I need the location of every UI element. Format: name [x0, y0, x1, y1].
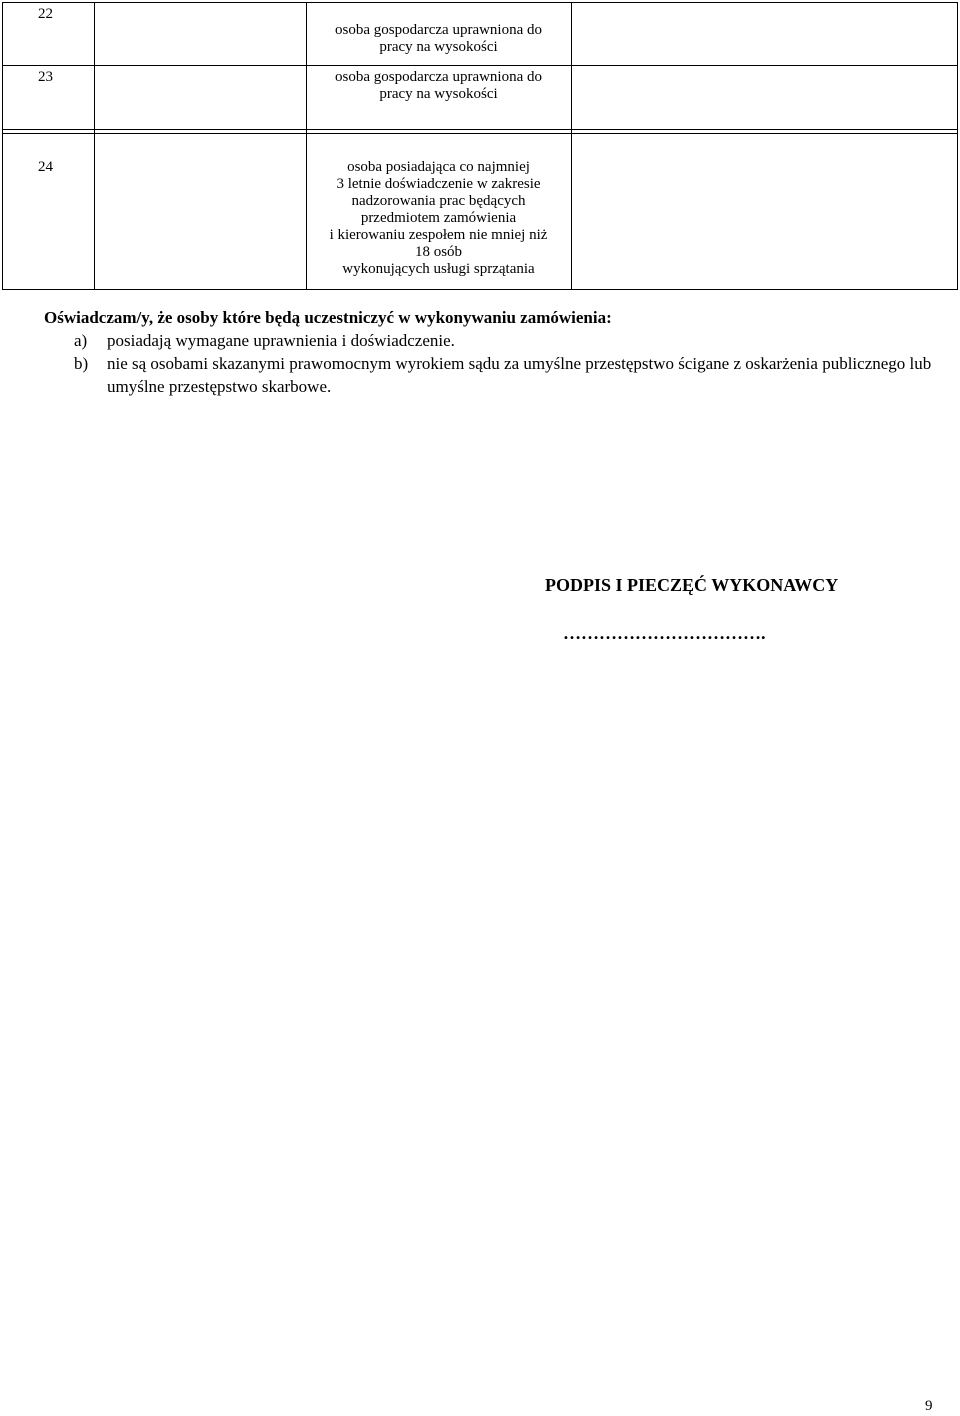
- row-description-line: 18 osób: [414, 244, 463, 260]
- list-marker: b): [74, 354, 89, 373]
- row-number: 24: [38, 159, 53, 175]
- row-divider-3: [2, 133, 958, 134]
- row-divider-1: [2, 65, 958, 66]
- row-description-line: pracy na wysokości: [379, 86, 498, 102]
- statement-item-a: [44, 329, 944, 352]
- table-border-left: [2, 2, 3, 290]
- row-number: 23: [38, 69, 53, 85]
- row-number: 22: [38, 6, 53, 22]
- row-description-line: nadzorowania prac będących: [351, 193, 526, 209]
- row-description-line: osoba posiadająca co najmniej: [347, 159, 530, 175]
- table-border-top: [2, 2, 958, 3]
- row-description-line: i kierowaniu zespołem nie mniej niż: [329, 227, 548, 243]
- row-description-line: 3 letnie doświadczenie w zakresie: [336, 176, 541, 192]
- row-description-line: przedmiotem zamówienia: [360, 210, 517, 226]
- row-description-line: pracy na wysokości: [379, 39, 498, 55]
- row-description: [306, 159, 571, 278]
- page-number: 9: [925, 1398, 933, 1414]
- signature-dots: …………………………….: [563, 623, 766, 643]
- statement-item-text: posiadają wymagane uprawnienia i doświadczenie.: [107, 331, 455, 350]
- row-description-line: wykonujących usługi sprzątania: [342, 261, 535, 277]
- column-divider-3: [571, 2, 572, 290]
- row-description-line: osoba gospodarcza uprawniona do: [334, 69, 543, 85]
- row-description: [306, 22, 571, 56]
- list-marker: a): [74, 331, 88, 350]
- statement-heading: Oświadczam/y, że osoby które będą uczestniczyć w wykonywaniu zamówienia:: [44, 308, 612, 327]
- row-divider-2: [2, 129, 958, 130]
- statement-item-text: nie są osobami skazanymi prawomocnym wyrokiem sądu za umyślne przestępstwo ścigane z oskarżenia publicznego lub umyślne przestępstwo skarbowe.: [107, 354, 932, 396]
- row-description: [306, 69, 571, 103]
- row-description-line: osoba gospodarcza uprawniona do: [334, 22, 543, 38]
- statement: [44, 306, 944, 398]
- signature-label: PODPIS I PIECZĘĆ WYKONAWCY: [545, 575, 839, 595]
- statement-item-b: [44, 352, 944, 398]
- table-border-bottom: [2, 289, 958, 290]
- column-divider-1: [94, 2, 95, 290]
- table-border-right: [957, 2, 958, 290]
